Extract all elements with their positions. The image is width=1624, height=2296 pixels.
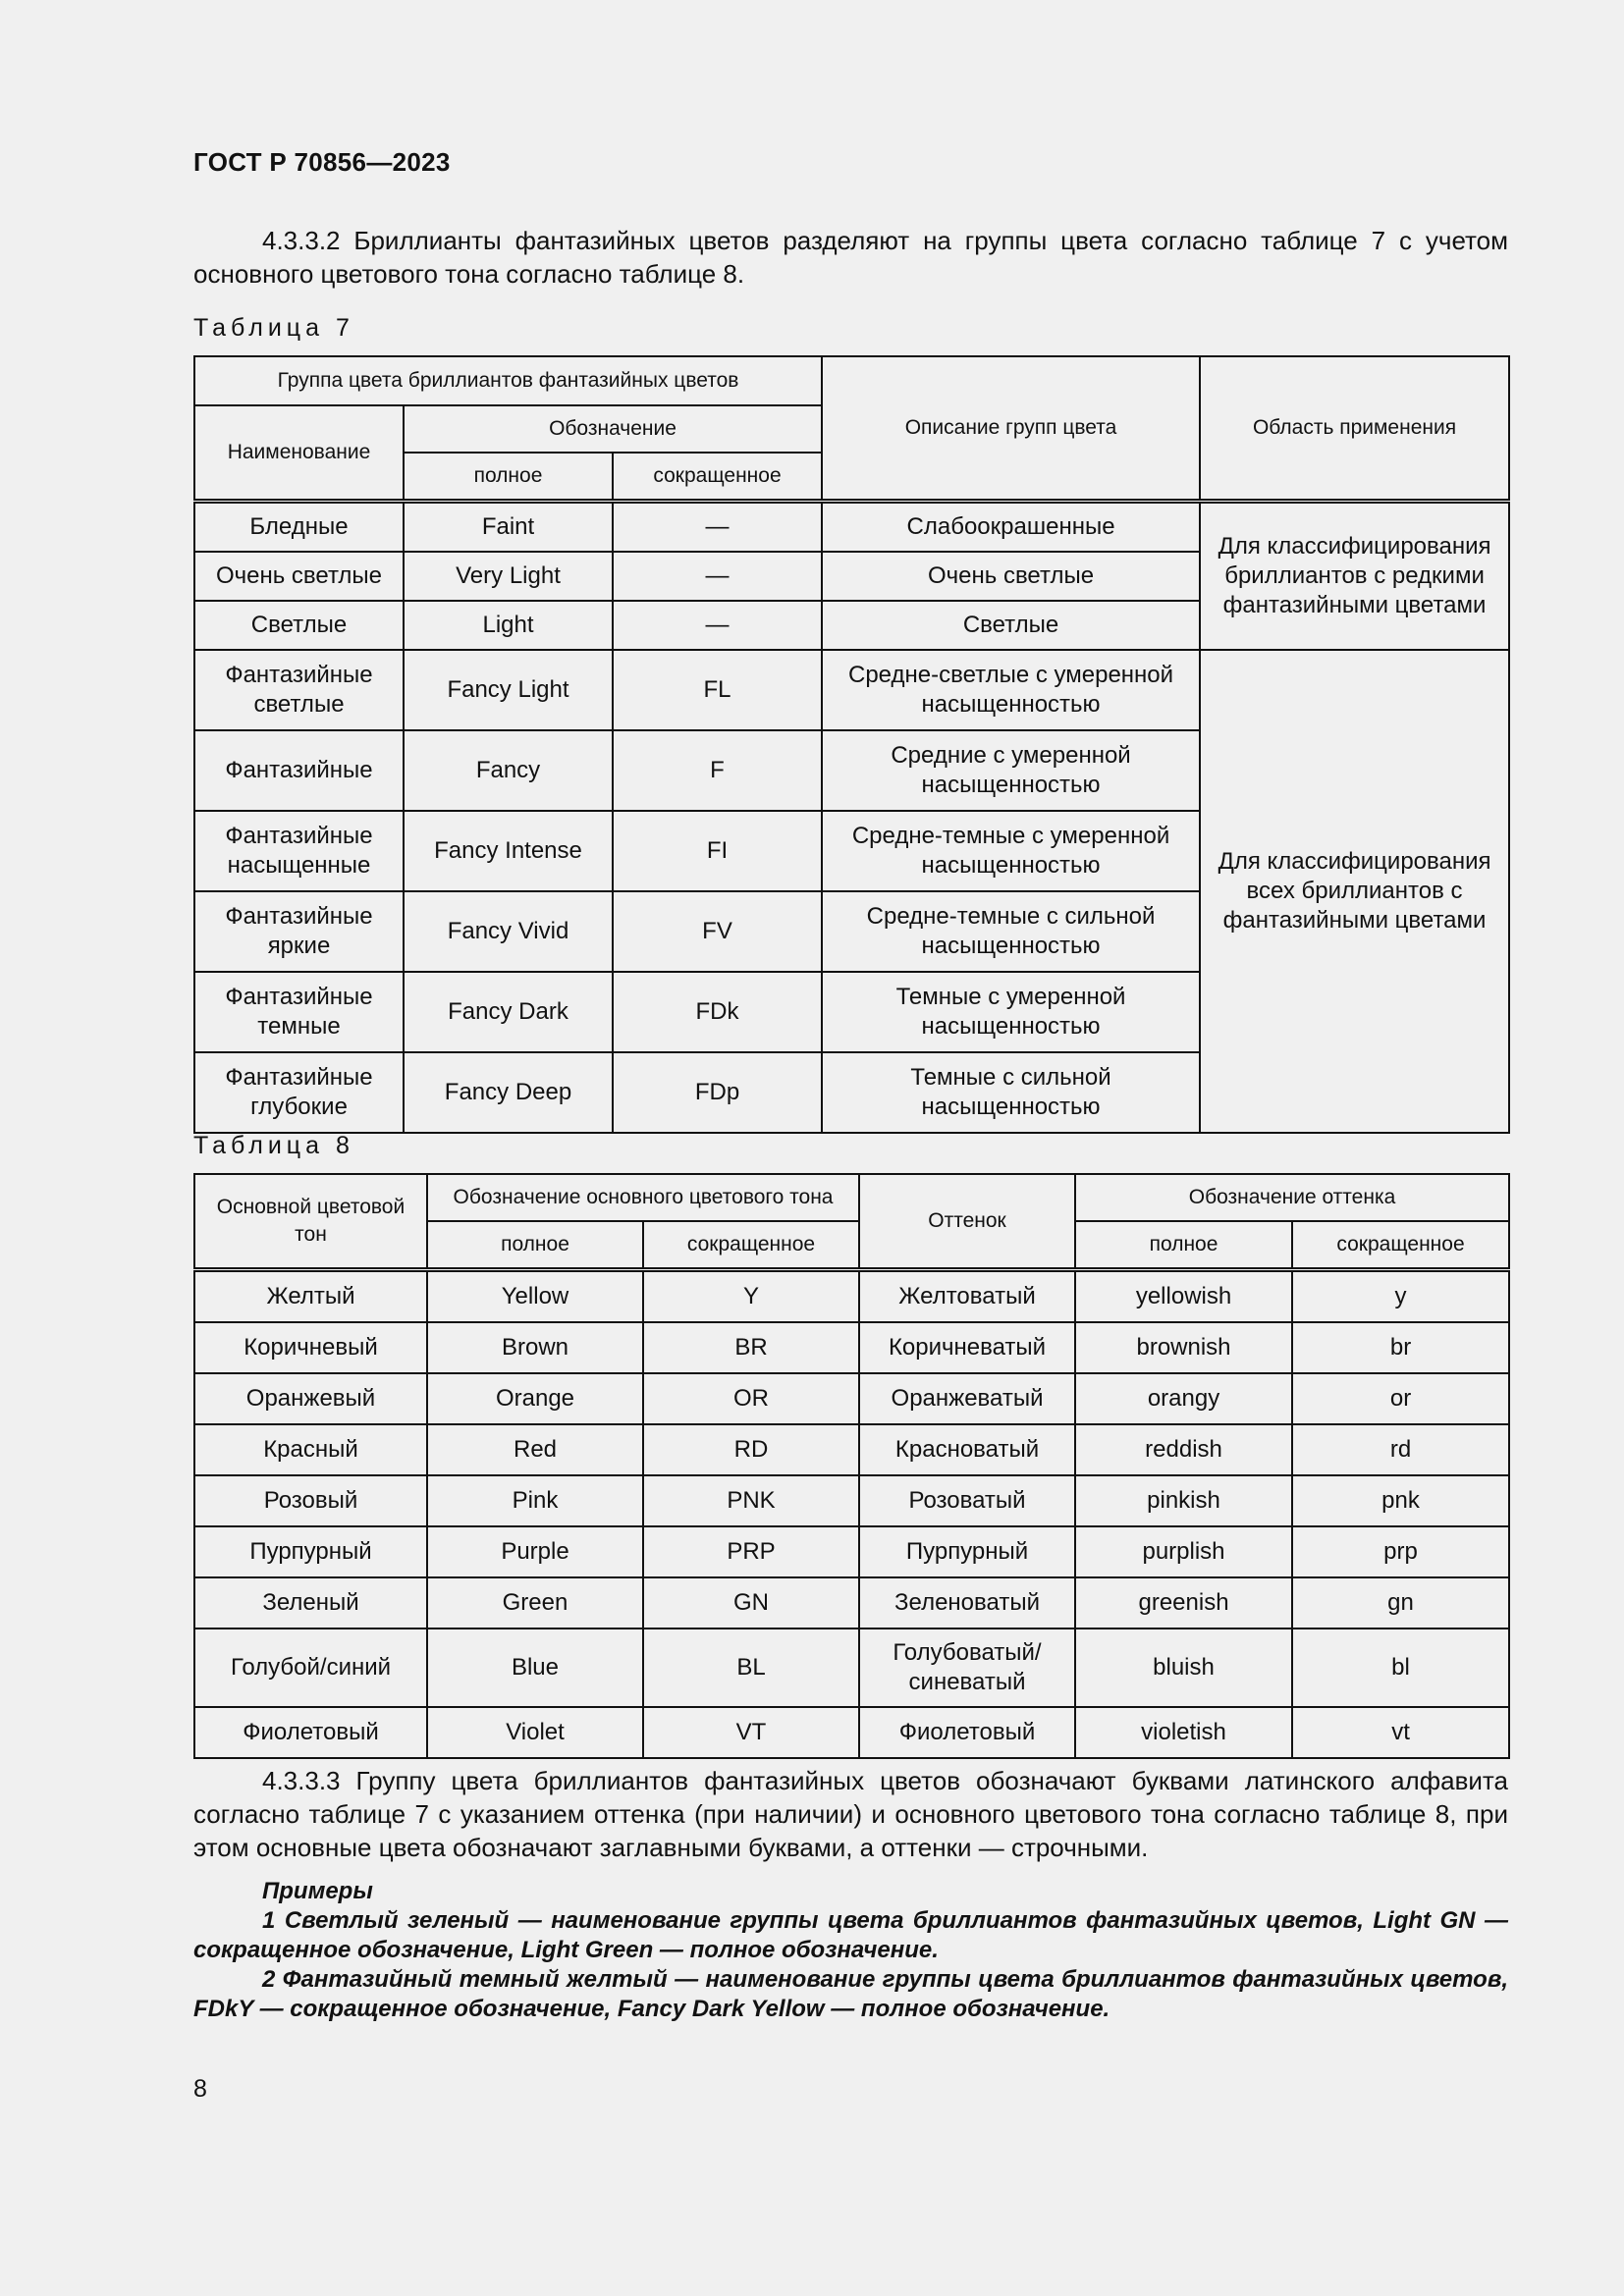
table-7 bbox=[193, 355, 1510, 1134]
cell-hue: Пурпурный bbox=[859, 1526, 1075, 1577]
header-short: сокращенное bbox=[643, 1221, 859, 1270]
cell-description: Светлые bbox=[822, 601, 1200, 650]
paragraph-4-3-3-2 bbox=[193, 224, 1508, 291]
cell-tone: Голубой/синий bbox=[194, 1629, 427, 1707]
cell-short: PRP bbox=[643, 1526, 859, 1577]
paragraph-text: 4.3.3.2 Бриллианты фантазийных цветов разделяют на группы цвета согласно таблице 7 с учетом основного цветового тона согласно таблице 8. bbox=[193, 226, 1508, 289]
cell-short: Y bbox=[643, 1270, 859, 1323]
cell-hue-full: greenish bbox=[1075, 1577, 1292, 1629]
cell-tone: Пурпурный bbox=[194, 1526, 427, 1577]
table-row bbox=[194, 1526, 1509, 1577]
cell-hue-short: br bbox=[1292, 1322, 1509, 1373]
cell-name: Бледные bbox=[194, 502, 404, 553]
cell-hue: Розоватый bbox=[859, 1475, 1075, 1526]
cell-description: Слабоокрашенные bbox=[822, 502, 1200, 553]
cell-short: GN bbox=[643, 1577, 859, 1629]
cell-short: FV bbox=[613, 891, 822, 972]
cell-tone: Красный bbox=[194, 1424, 427, 1475]
cell-tone: Желтый bbox=[194, 1270, 427, 1323]
paragraph-text: 4.3.3.3 Группу цвета бриллиантов фантазийных цветов обозначают буквами латинского алфавита согласно таблице 7 с указанием оттенка (при наличии) и основного цветового тона согласно таблице 8, при этом основные цвета обозначают заглавными буквами, а оттенки — строчными. bbox=[193, 1766, 1508, 1862]
cell-name: Фантазийные bbox=[194, 730, 404, 811]
cell-full: Fancy Dark bbox=[404, 972, 613, 1052]
header-base-tone: Основной цветовой тон bbox=[194, 1174, 427, 1270]
cell-hue-short: rd bbox=[1292, 1424, 1509, 1475]
cell-short: FDk bbox=[613, 972, 822, 1052]
cell-tone: Розовый bbox=[194, 1475, 427, 1526]
cell-tone: Зеленый bbox=[194, 1577, 427, 1629]
cell-hue-short: bl bbox=[1292, 1629, 1509, 1707]
cell-full: Fancy bbox=[404, 730, 613, 811]
cell-short: VT bbox=[643, 1707, 859, 1758]
cell-hue-short: y bbox=[1292, 1270, 1509, 1323]
cell-hue-full: purplish bbox=[1075, 1526, 1292, 1577]
cell-short: PNK bbox=[643, 1475, 859, 1526]
document-header: ГОСТ Р 70856—2023 bbox=[193, 147, 451, 177]
header-name: Наименование bbox=[194, 405, 404, 502]
cell-name: Фантазийные глубокие bbox=[194, 1052, 404, 1133]
cell-hue: Фиолетовый bbox=[859, 1707, 1075, 1758]
cell-hue-short: prp bbox=[1292, 1526, 1509, 1577]
cell-description: Средне-темные с умеренной насыщенностью bbox=[822, 811, 1200, 891]
cell-scope-all: Для классифицирования всех бриллиантов с фантазийными цветами bbox=[1200, 650, 1509, 1133]
cell-hue: Голубоватый/ синеватый bbox=[859, 1629, 1075, 1707]
table-row bbox=[194, 1424, 1509, 1475]
cell-hue-full: orangy bbox=[1075, 1373, 1292, 1424]
cell-full: Violet bbox=[427, 1707, 643, 1758]
cell-description: Темные с сильной насыщенностью bbox=[822, 1052, 1200, 1133]
header-designation: Обозначение bbox=[404, 405, 822, 453]
table-8-caption: Таблица 8 bbox=[193, 1132, 354, 1159]
cell-full: Fancy Intense bbox=[404, 811, 613, 891]
table-row bbox=[194, 650, 1509, 730]
header-scope: Область применения bbox=[1200, 356, 1509, 502]
cell-full: Brown bbox=[427, 1322, 643, 1373]
cell-full: Faint bbox=[404, 502, 613, 553]
cell-hue-full: violetish bbox=[1075, 1707, 1292, 1758]
cell-hue-short: pnk bbox=[1292, 1475, 1509, 1526]
example-item: 1 Светлый зеленый — наименование группы цвета бриллиантов фантазийных цветов, Light GN — сокращенное обозначение, Light Green — полное обозначение. bbox=[193, 1907, 1508, 1963]
table-7-caption: Таблица 7 bbox=[193, 314, 354, 342]
cell-description: Средние с умеренной насыщенностью bbox=[822, 730, 1200, 811]
header-hue-designation: Обозначение оттенка bbox=[1075, 1174, 1509, 1221]
cell-hue-short: vt bbox=[1292, 1707, 1509, 1758]
cell-description: Средне-темные с сильной насыщенностью bbox=[822, 891, 1200, 972]
cell-name: Фантазийные темные bbox=[194, 972, 404, 1052]
header-hue-short: сокращенное bbox=[1292, 1221, 1509, 1270]
examples-title: Примеры bbox=[262, 1878, 373, 1904]
cell-short: FL bbox=[613, 650, 822, 730]
cell-hue-full: pinkish bbox=[1075, 1475, 1292, 1526]
cell-full: Yellow bbox=[427, 1270, 643, 1323]
table-row bbox=[194, 1475, 1509, 1526]
cell-name: Фантазийные светлые bbox=[194, 650, 404, 730]
cell-short: — bbox=[613, 502, 822, 553]
cell-name: Фантазийные насыщенные bbox=[194, 811, 404, 891]
cell-hue-full: reddish bbox=[1075, 1424, 1292, 1475]
cell-tone: Коричневый bbox=[194, 1322, 427, 1373]
cell-short: OR bbox=[643, 1373, 859, 1424]
table-row bbox=[194, 1322, 1509, 1373]
header-base-designation: Обозначение основного цветового тона bbox=[427, 1174, 859, 1221]
table-row bbox=[194, 1707, 1509, 1758]
cell-short: RD bbox=[643, 1424, 859, 1475]
cell-hue-full: yellowish bbox=[1075, 1270, 1292, 1323]
cell-description: Темные с умеренной насыщенностью bbox=[822, 972, 1200, 1052]
cell-short: BR bbox=[643, 1322, 859, 1373]
cell-full: Fancy Deep bbox=[404, 1052, 613, 1133]
header-hue: Оттенок bbox=[859, 1174, 1075, 1270]
header-full: полное bbox=[427, 1221, 643, 1270]
table-8 bbox=[193, 1173, 1510, 1759]
header-full: полное bbox=[404, 453, 613, 502]
cell-hue-full: bluish bbox=[1075, 1629, 1292, 1707]
page-number: 8 bbox=[193, 2075, 207, 2103]
cell-full: Orange bbox=[427, 1373, 643, 1424]
cell-short: — bbox=[613, 552, 822, 601]
cell-full: Very Light bbox=[404, 552, 613, 601]
header-hue-full: полное bbox=[1075, 1221, 1292, 1270]
cell-hue-full: brownish bbox=[1075, 1322, 1292, 1373]
cell-short: BL bbox=[643, 1629, 859, 1707]
table-row bbox=[194, 1373, 1509, 1424]
cell-name: Очень светлые bbox=[194, 552, 404, 601]
cell-full: Fancy Light bbox=[404, 650, 613, 730]
cell-full: Purple bbox=[427, 1526, 643, 1577]
cell-full: Light bbox=[404, 601, 613, 650]
cell-tone: Фиолетовый bbox=[194, 1707, 427, 1758]
table-row bbox=[194, 502, 1509, 553]
cell-scope-rare: Для классифицирования бриллиантов с редкими фантазийными цветами bbox=[1200, 502, 1509, 651]
cell-short: — bbox=[613, 601, 822, 650]
cell-name: Фантазийные яркие bbox=[194, 891, 404, 972]
table-row bbox=[194, 1629, 1509, 1707]
cell-name: Светлые bbox=[194, 601, 404, 650]
examples-block bbox=[193, 1877, 1508, 2024]
header-group: Группа цвета бриллиантов фантазийных цветов bbox=[194, 356, 822, 405]
cell-hue-short: or bbox=[1292, 1373, 1509, 1424]
cell-full: Green bbox=[427, 1577, 643, 1629]
header-description: Описание групп цвета bbox=[822, 356, 1200, 502]
cell-short: F bbox=[613, 730, 822, 811]
cell-hue: Зеленоватый bbox=[859, 1577, 1075, 1629]
paragraph-4-3-3-3 bbox=[193, 1764, 1508, 1864]
cell-hue: Коричневатый bbox=[859, 1322, 1075, 1373]
cell-full: Blue bbox=[427, 1629, 643, 1707]
cell-full: Fancy Vivid bbox=[404, 891, 613, 972]
example-item: 2 Фантазийный темный желтый — наименование группы цвета бриллиантов фантазийных цветов, FDkY — сокращенное обозначение, Fancy Dark Yellow — полное обозначение. bbox=[193, 1966, 1508, 2022]
cell-hue: Красноватый bbox=[859, 1424, 1075, 1475]
cell-description: Очень светлые bbox=[822, 552, 1200, 601]
table-row bbox=[194, 1577, 1509, 1629]
cell-short: FI bbox=[613, 811, 822, 891]
cell-hue: Желтоватый bbox=[859, 1270, 1075, 1323]
cell-hue-short: gn bbox=[1292, 1577, 1509, 1629]
cell-full: Pink bbox=[427, 1475, 643, 1526]
cell-hue: Оранжеватый bbox=[859, 1373, 1075, 1424]
cell-full: Red bbox=[427, 1424, 643, 1475]
cell-tone: Оранжевый bbox=[194, 1373, 427, 1424]
cell-description: Средне-светлые с умеренной насыщенностью bbox=[822, 650, 1200, 730]
table-row bbox=[194, 1270, 1509, 1323]
cell-short: FDp bbox=[613, 1052, 822, 1133]
header-short: сокращенное bbox=[613, 453, 822, 502]
